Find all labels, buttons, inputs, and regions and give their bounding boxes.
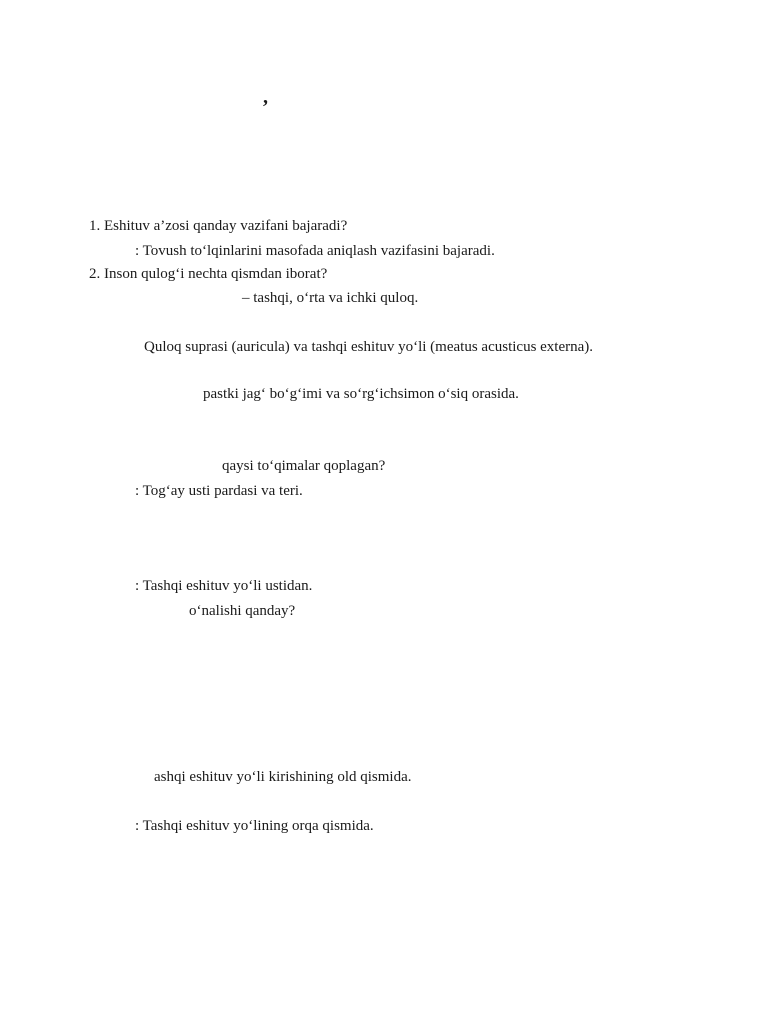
question-fragment-5: qaysi to‘qimalar qoplagan? [222,458,386,474]
stray-comma: , [263,86,268,108]
answer-6: : Tashqi eshituv yo‘li ustidan. [135,578,313,594]
answer-5: : Tog‘ay usti pardasi va teri. [135,483,303,499]
answer-2: – tashqi, o‘rta va ichki quloq. [242,290,419,306]
answer-9: : Tashqi eshituv yo‘lining orqa qismida. [135,818,374,834]
question-2: 2. Inson qulog‘i nechta qismdan iborat? [89,266,328,282]
answer-4: pastki jag‘ bo‘g‘imi va so‘rg‘ichsimon o‘siq orasida. [203,386,519,402]
answer-1: : Tovush to‘lqinlarini masofada aniqlash vazifasini bajaradi. [135,243,495,259]
answer-3: Quloq suprasi (auricula) va tashqi eshituv yo‘li (meatus acusticus externa). [144,339,594,355]
answer-8: ashqi eshituv yo‘li kirishining old qismida. [154,769,412,785]
question-fragment-7: o‘nalishi qanday? [189,603,296,619]
question-1: 1. Eshituv a’zosi qanday vazifani bajaradi? [89,218,348,234]
